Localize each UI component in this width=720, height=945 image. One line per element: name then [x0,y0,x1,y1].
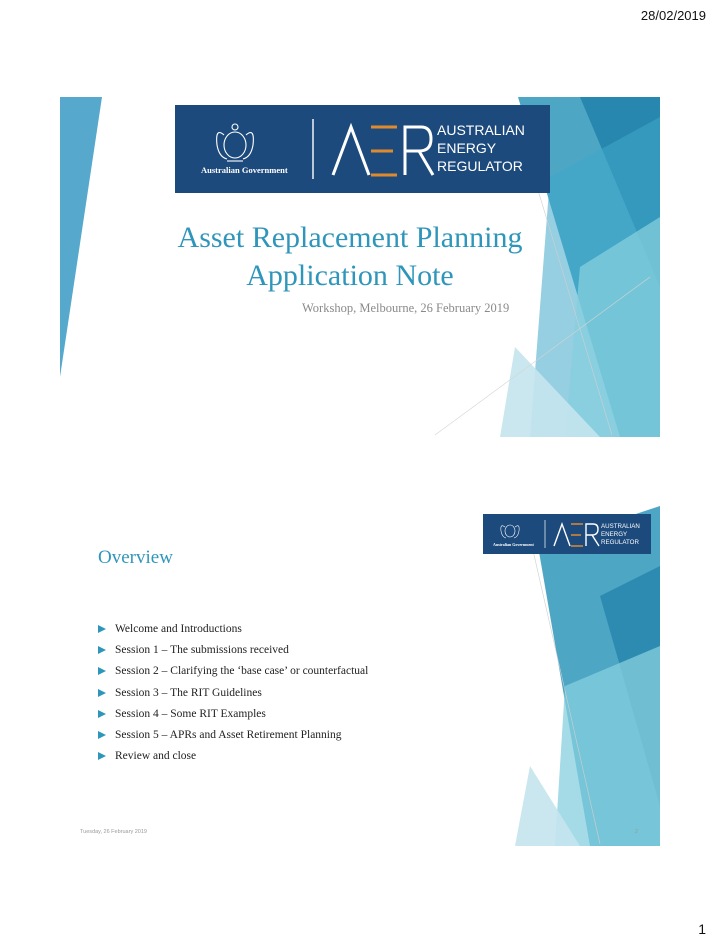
list-item: Session 4 – Some RIT Examples [98,703,368,724]
triangle-bullet-icon [98,752,106,760]
svg-text:AUSTRALIAN: AUSTRALIAN [601,523,640,530]
agenda-list [98,618,368,767]
svg-text:REGULATOR: REGULATOR [601,539,639,546]
slide-footer-date: Tuesday, 26 February 2019 [80,829,147,835]
aer-logo [175,105,550,193]
triangle-bullet-icon [98,689,106,697]
triangle-bullet-icon [98,710,106,718]
slide-subtitle: Workshop, Melbourne, 26 February 2019 [302,301,510,315]
aer-mark-icon [333,127,433,175]
triangle-bullet-icon [98,667,106,675]
list-item: Session 5 – APRs and Asset Retirement Planning [98,724,368,745]
title-line-2: Application Note [246,259,454,292]
aer-mark-icon [554,524,599,546]
list-item: Session 3 – The RIT Guidelines [98,682,368,703]
list-item: Session 1 – The submissions received [98,639,368,660]
triangle-bullet-icon [98,731,106,739]
aer-logo-graphic [175,105,550,193]
aer-logo-small-graphic [483,514,651,554]
list-item: Session 2 – Clarifying the ‘base case’ or counterfactual [98,661,368,682]
coat-of-arms-icon [501,525,519,538]
triangle-bullet-icon [98,646,106,654]
svg-text:REGULATOR: REGULATOR [437,158,523,174]
svg-text:ENERGY: ENERGY [601,531,628,538]
title-line-1: Asset Replacement Planning [177,221,523,254]
svg-text:Australian Government: Australian Government [493,542,534,547]
svg-text:AUSTRALIAN: AUSTRALIAN [437,122,525,138]
logo-government-text: Australian Government [201,165,288,175]
coat-of-arms-icon [217,124,254,161]
slide-title [60,97,660,437]
aer-logo-small [483,514,651,554]
overview-title: Overview [98,547,173,568]
slide-number: 2 [634,829,638,835]
slide-overview [60,506,660,846]
triangle-bullet-icon [98,625,106,633]
page-date: 28/02/2019 [640,8,706,23]
list-item: Welcome and Introductions [98,618,368,639]
slide-title-heading [140,219,560,295]
page-number: 1 [698,921,706,937]
list-item: Review and close [98,746,368,767]
svg-text:ENERGY: ENERGY [437,140,497,156]
